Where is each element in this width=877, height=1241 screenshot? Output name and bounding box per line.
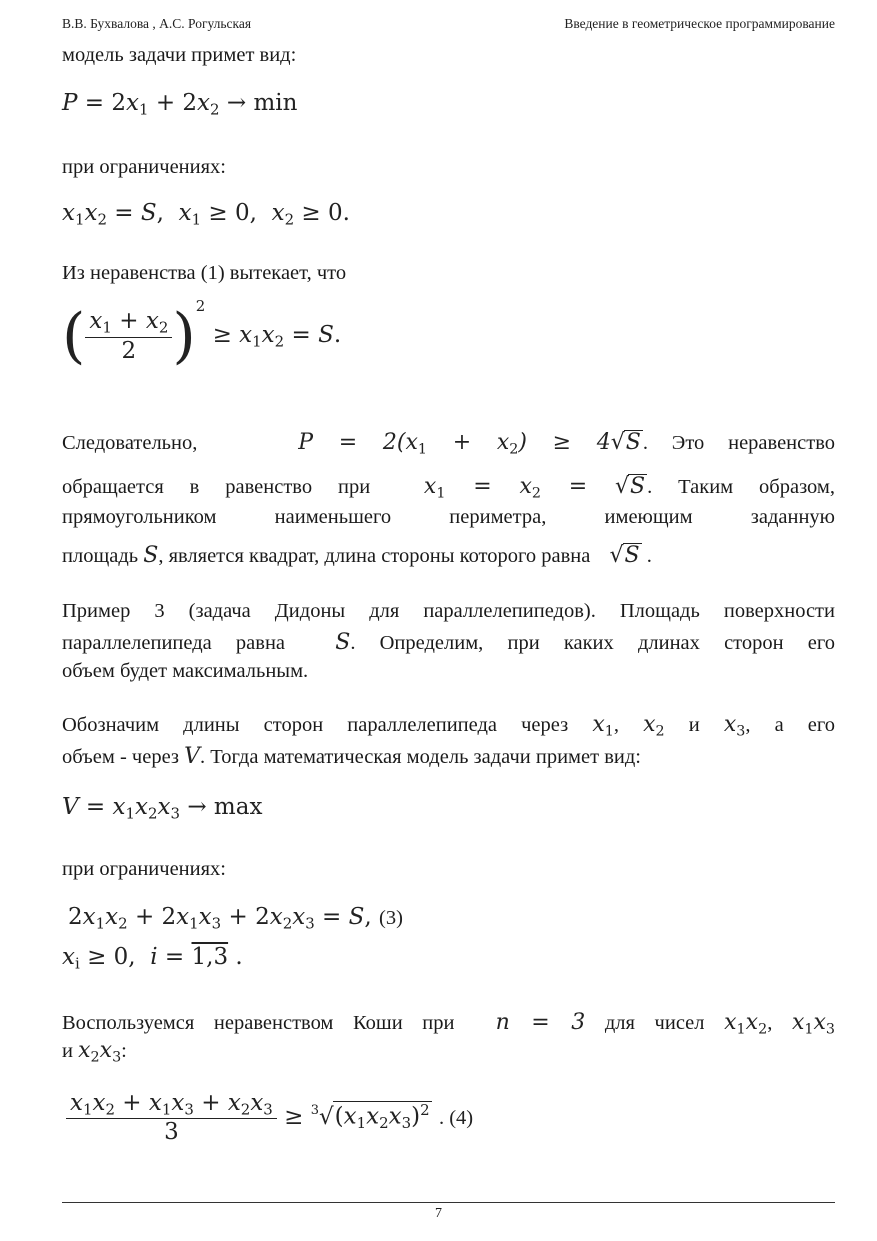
cauchy-line2: и $x_2x_3$:: [62, 1038, 127, 1066]
symbol-s: S: [143, 543, 159, 568]
this-ineq-text: Это неравенство: [671, 432, 835, 454]
model-intro: модель задачи примет вид:: [62, 44, 297, 66]
formula-sqrt-s: √S: [595, 543, 640, 568]
constraints-label-2: при ограничениях:: [62, 858, 226, 880]
therefore-line: Следовательно, $P = 2(x_1 + x_2) \ge 4√S$. Это неравенство: [62, 430, 835, 458]
formula-p-bound: $P = 2(x_1 + x_2) \ge 4√S$: [221, 430, 641, 458]
example3-line1: Пример 3 (задача Дидоны для параллелепипедов). Площадь поверхности: [62, 600, 835, 622]
example3-line3: объем будет максимальным.: [62, 660, 309, 682]
formula-volume: $V = x_1x_2x_3 \to \max$: [62, 794, 263, 823]
denote-line: Обозначим длины сторон параллелепипеда через $x_1$, $x_2$ и $x_3$, а его: [62, 712, 836, 740]
constraints-label-1: при ограничениях:: [62, 156, 226, 178]
formula-am-gm: ( $\frac{x_1 + x_2}{2}$ )$^2 \ge x_1x_2 = S$.: [62, 297, 342, 371]
formula-nonneg: $x_i \ge 0$, i = 1,3 .: [62, 944, 243, 973]
page-header: [62, 16, 835, 36]
page-number: 7: [435, 1206, 442, 1221]
formula-perimeter: $P = 2x_1 + 2x_2 \to \min$: [62, 90, 298, 119]
formula-constraint-3: $2x_1x_2 + 2x_1x_3 + 2x_2x_3 = S$, (3): [68, 904, 403, 933]
ineq-intro: Из неравенства (1) вытекает, что: [62, 262, 347, 284]
rect-line: прямоугольником наименьшего периметра, имеющим заданную: [62, 506, 835, 528]
formula-cauchy: $\frac{x_1x_2 + x_1x_3 + x_2x_3}{3}$ ≥ $^3√(x_1x_2x_3)^2$ . (4): [66, 1090, 473, 1145]
volume-line: объем - через V. Тогда математическая модель задачи примет вид:: [62, 744, 641, 769]
footer-rule: [62, 1202, 835, 1203]
cauchy-line: Воспользуемся неравенством Коши при n = 3 для чисел $x_1x_2$, $x_1x_3$: [62, 1010, 835, 1038]
therefore-word: Следовательно,: [62, 432, 198, 454]
area-line: площадь S, является квадрат, длина стороны которого равна √S .: [62, 543, 652, 568]
eq4-label: . (4): [438, 1106, 474, 1129]
formula-constraints-1: $x_1x_2 = S$, $x_1 \ge 0$, $x_2 \ge 0$.: [62, 200, 350, 229]
formula-equality: $x_1 = x_2 = √S$: [396, 474, 646, 502]
header-authors: В.В. Бухвалова , А.С. Рогульская: [62, 16, 252, 31]
eq3-label: (3): [379, 907, 403, 929]
header-title: Введение в геометрическое программирование: [564, 16, 835, 31]
example3-line2: параллелепипеда равна S. Определим, при каких длинах сторон его: [62, 630, 835, 655]
equality-line: обращается в равенство при $x_1 = x_2 = √S$. Таким образом,: [62, 474, 836, 502]
